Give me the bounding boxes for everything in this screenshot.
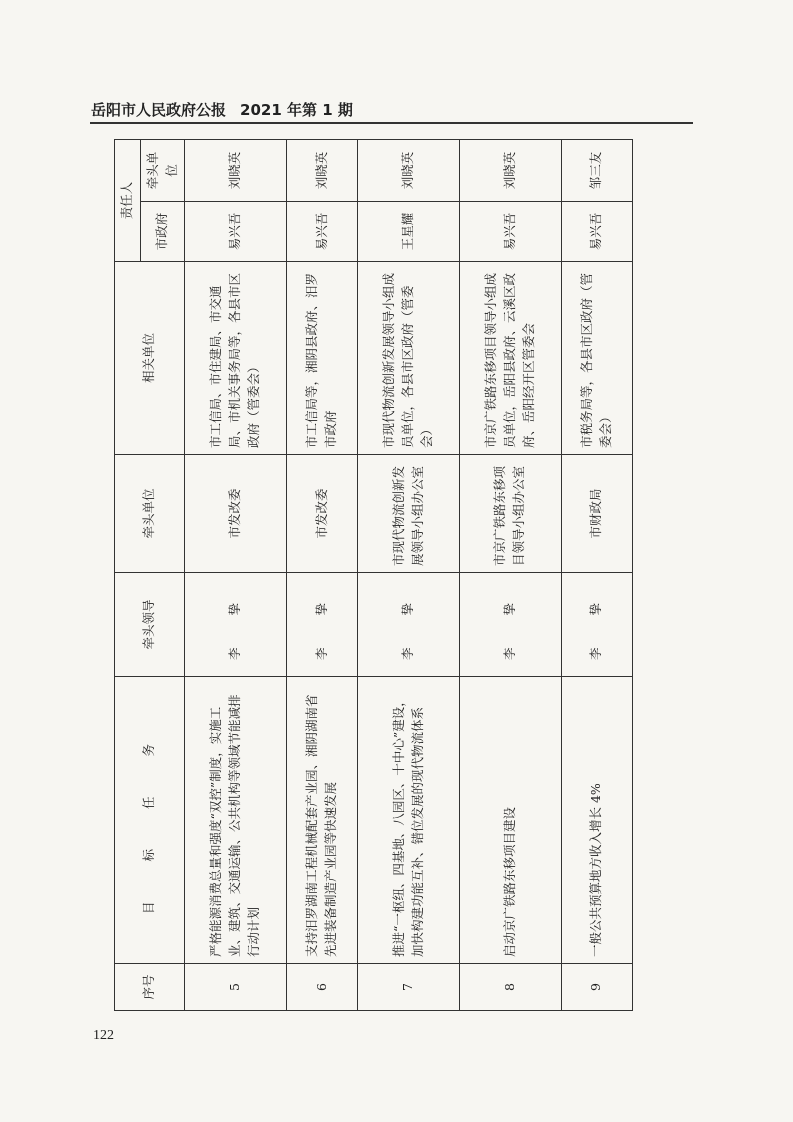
cell-unit-person: 刘晓英 xyxy=(358,139,460,201)
cell-related: 市工信局、市住建局、市交通局、市机关事务局等，各县市区政府（管委会） xyxy=(185,262,287,455)
col-unit-person-header: 牵头单位 xyxy=(140,139,185,201)
cell-lead-unit: 市京广铁路东移项目领导小组办公室 xyxy=(459,455,561,573)
cell-lead-unit: 市财政局 xyxy=(561,455,633,573)
cell-seq: 8 xyxy=(459,964,561,1011)
header-rule xyxy=(90,122,693,124)
cell-related: 市工信局等，湘阴县政府、汨罗市政府 xyxy=(286,262,357,455)
cell-city-gov: 易兴吾 xyxy=(561,202,633,262)
table-row xyxy=(358,139,460,1010)
cell-related: 市税务局等，各县市区政府（管委会） xyxy=(561,262,633,455)
col-leader-header: 牵头领导 xyxy=(115,573,185,677)
cell-seq: 7 xyxy=(358,964,460,1011)
cell-unit-person: 刘晓英 xyxy=(286,139,357,201)
cell-seq: 9 xyxy=(561,964,633,1011)
cell-task: 启动京广铁路东移项目建设 xyxy=(459,677,561,964)
cell-task: 支持汨罗湖南工程机械配套产业园、湘阴湖南省先进装备制造产业园等快速发展 xyxy=(286,677,357,964)
cell-related: 市京广铁路东移项目领导小组成员单位，岳阳县政府、云溪区政府、岳阳经开区管委会 xyxy=(459,262,561,455)
cell-lead-unit: 市现代物流创新发展领导小组办公室 xyxy=(358,455,460,573)
cell-unit-person: 刘晓英 xyxy=(185,139,287,201)
task-table-rotated xyxy=(114,140,633,1011)
publication-name: 岳阳市人民政府公报 xyxy=(91,101,227,119)
cell-seq: 6 xyxy=(286,964,357,1011)
cell-task: 一般公共预算地方收入增长 4% xyxy=(561,677,633,964)
issue-label: 2021 年第 1 期 xyxy=(240,101,353,119)
col-responsible-header: 责任人 xyxy=(115,139,141,261)
col-related-header: 相关单位 xyxy=(115,262,185,455)
table-header-row xyxy=(115,139,141,1010)
cell-unit-person: 刘晓英 xyxy=(459,139,561,201)
cell-leader: 李 挚 xyxy=(358,573,460,677)
cell-city-gov: 易兴吾 xyxy=(286,202,357,262)
cell-seq: 5 xyxy=(185,964,287,1011)
cell-leader: 李 挚 xyxy=(286,573,357,677)
page-header xyxy=(91,99,353,120)
cell-leader: 李 挚 xyxy=(185,573,287,677)
cell-city-gov: 易兴吾 xyxy=(459,202,561,262)
cell-leader: 李 挚 xyxy=(459,573,561,677)
cell-lead-unit: 市发改委 xyxy=(286,455,357,573)
col-lead-unit-header: 牵头单位 xyxy=(115,455,185,573)
cell-lead-unit: 市发改委 xyxy=(185,455,287,573)
table-row xyxy=(185,139,287,1010)
table-row xyxy=(561,139,633,1010)
table-row xyxy=(459,139,561,1010)
col-city-gov-header: 市政府 xyxy=(140,202,185,262)
cell-leader: 李 挚 xyxy=(561,573,633,677)
table-row xyxy=(286,139,357,1010)
cell-city-gov: 易兴吾 xyxy=(185,202,287,262)
task-table xyxy=(114,139,633,1011)
cell-city-gov: 王星耀 xyxy=(358,202,460,262)
cell-unit-person: 邹三友 xyxy=(561,139,633,201)
col-task-header: 目 标 任 务 xyxy=(115,677,185,964)
col-seq-header: 序号 xyxy=(115,964,185,1011)
cell-related: 市现代物流创新发展领导小组成员单位，各县市区政府（管委会） xyxy=(358,262,460,455)
page-number: 122 xyxy=(93,1028,114,1043)
cell-task: 严格能源消费总量和强度“双控”制度，实施工业、建筑、交通运输、公共机构等领域节能减排行动计划 xyxy=(185,677,287,964)
cell-task: 推进“一枢纽、四基地、八园区、十中心”建设，加快构建功能互补、错位发展的现代物流体系 xyxy=(358,677,460,964)
